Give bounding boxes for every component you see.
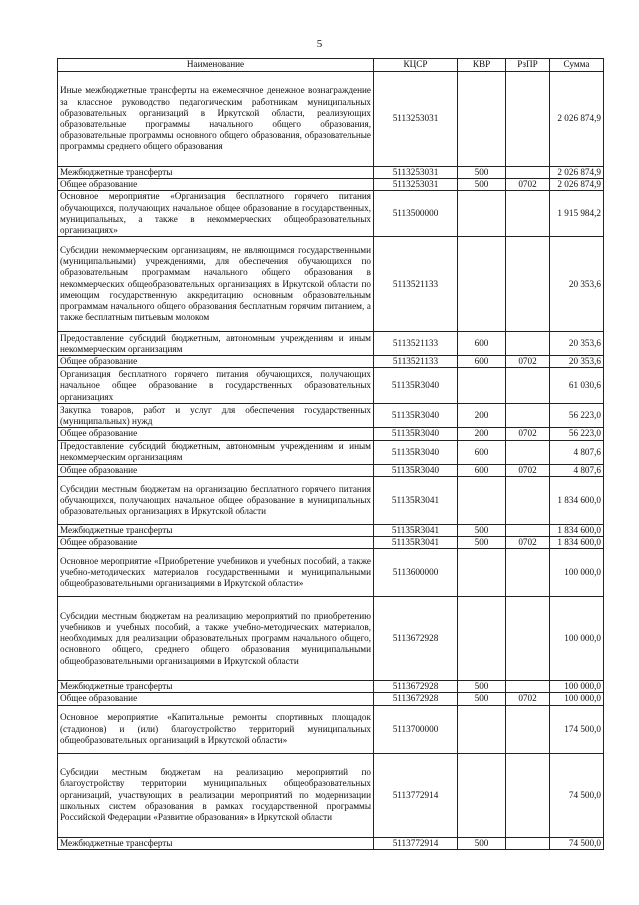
cell-kvr: 200 bbox=[458, 428, 506, 440]
cell-rzpr: 0702 bbox=[506, 693, 550, 705]
cell-kcsr: 5113253031 bbox=[374, 167, 458, 179]
cell-name: Общее образование bbox=[58, 356, 374, 368]
cell-kcsr: 51135R3041 bbox=[374, 476, 458, 524]
cell-kvr: 500 bbox=[458, 524, 506, 536]
cell-rzpr: 0702 bbox=[506, 179, 550, 191]
cell-rzpr bbox=[506, 368, 550, 404]
cell-sum: 56 223,0 bbox=[550, 404, 604, 428]
cell-name: Основное мероприятие «Капитальные ремонты спортивных площадок (стадионов) и (или) благоустройство территорий муниципальных общеобразовательных организаций в Иркутской области» bbox=[58, 705, 374, 753]
cell-name: Общее образование bbox=[58, 464, 374, 476]
table-row bbox=[58, 753, 604, 837]
cell-kcsr: 5113772914 bbox=[374, 837, 458, 849]
cell-sum: 100 000,0 bbox=[550, 693, 604, 705]
page-number: 5 bbox=[316, 38, 323, 50]
cell-name: Межбюджетные трансферты bbox=[58, 837, 374, 849]
cell-rzpr: 0702 bbox=[506, 537, 550, 549]
cell-kvr bbox=[458, 72, 506, 167]
cell-kvr bbox=[458, 549, 506, 597]
table-row bbox=[58, 705, 604, 753]
cell-rzpr: 0702 bbox=[506, 356, 550, 368]
cell-kvr: 200 bbox=[458, 404, 506, 428]
cell-kvr: 600 bbox=[458, 332, 506, 356]
cell-kcsr: 5113253031 bbox=[374, 72, 458, 167]
cell-sum: 174 500,0 bbox=[550, 705, 604, 753]
table-row bbox=[58, 681, 604, 693]
cell-kvr: 600 bbox=[458, 464, 506, 476]
cell-kvr: 500 bbox=[458, 693, 506, 705]
table-row bbox=[58, 167, 604, 179]
cell-rzpr bbox=[506, 837, 550, 849]
table-row bbox=[58, 237, 604, 332]
cell-kvr: 500 bbox=[458, 837, 506, 849]
cell-kcsr: 5113672928 bbox=[374, 693, 458, 705]
cell-kcsr: 5113700000 bbox=[374, 705, 458, 753]
cell-name: Межбюджетные трансферты bbox=[58, 681, 374, 693]
cell-sum: 100 000,0 bbox=[550, 681, 604, 693]
table-header-row bbox=[58, 59, 604, 72]
cell-rzpr bbox=[506, 476, 550, 524]
cell-sum: 20 353,6 bbox=[550, 237, 604, 332]
table-row bbox=[58, 368, 604, 404]
table-row bbox=[58, 404, 604, 428]
cell-sum: 100 000,0 bbox=[550, 597, 604, 681]
cell-rzpr bbox=[506, 167, 550, 179]
cell-name: Предоставление субсидий бюджетным, автономным учреждениям и иным некоммерческим организациям bbox=[58, 332, 374, 356]
cell-name: Межбюджетные трансферты bbox=[58, 524, 374, 536]
cell-kvr bbox=[458, 476, 506, 524]
cell-kcsr: 51135R3040 bbox=[374, 428, 458, 440]
table-row bbox=[58, 332, 604, 356]
cell-name: Предоставление субсидий бюджетным, автономным учреждениям и иным некоммерческим организациям bbox=[58, 440, 374, 464]
cell-kvr: 500 bbox=[458, 681, 506, 693]
cell-kvr bbox=[458, 368, 506, 404]
cell-kcsr: 5113772914 bbox=[374, 753, 458, 837]
cell-kcsr: 5113521133 bbox=[374, 237, 458, 332]
cell-kvr: 500 bbox=[458, 167, 506, 179]
cell-sum: 74 500,0 bbox=[550, 753, 604, 837]
cell-rzpr bbox=[506, 404, 550, 428]
cell-rzpr bbox=[506, 524, 550, 536]
cell-kcsr: 51135R3040 bbox=[374, 404, 458, 428]
table-row bbox=[58, 428, 604, 440]
cell-rzpr bbox=[506, 72, 550, 167]
cell-kcsr: 51135R3041 bbox=[374, 537, 458, 549]
cell-sum: 4 807,6 bbox=[550, 440, 604, 464]
table-row bbox=[58, 524, 604, 536]
header-name: Наименование bbox=[58, 59, 374, 72]
cell-name: Основное мероприятие «Приобретение учебников и учебных пособий, а также учебно-методических материалов государственными и муниципальными общеобразовательными организациями в Иркутской области» bbox=[58, 549, 374, 597]
cell-kcsr: 51135R3041 bbox=[374, 524, 458, 536]
table-row bbox=[58, 464, 604, 476]
cell-kcsr: 5113253031 bbox=[374, 179, 458, 191]
cell-name: Общее образование bbox=[58, 179, 374, 191]
cell-name: Общее образование bbox=[58, 693, 374, 705]
cell-kvr: 600 bbox=[458, 440, 506, 464]
header-kvr: КВР bbox=[458, 59, 506, 72]
cell-sum: 2 026 874,9 bbox=[550, 72, 604, 167]
table-row bbox=[58, 356, 604, 368]
cell-name: Общее образование bbox=[58, 428, 374, 440]
header-kcsr: КЦСР bbox=[374, 59, 458, 72]
table-row bbox=[58, 549, 604, 597]
table-row bbox=[58, 72, 604, 167]
cell-rzpr bbox=[506, 549, 550, 597]
cell-kvr bbox=[458, 597, 506, 681]
cell-sum: 1 834 600,0 bbox=[550, 476, 604, 524]
cell-kcsr: 51135R3040 bbox=[374, 464, 458, 476]
cell-sum: 2 026 874,9 bbox=[550, 167, 604, 179]
cell-rzpr bbox=[506, 681, 550, 693]
cell-kcsr: 5113600000 bbox=[374, 549, 458, 597]
cell-name: Субсидии местным бюджетам на организацию бесплатного горячего питания обучающихся, получающих начальное общее образование в муниципальных образовательных организациях в Иркутской области bbox=[58, 476, 374, 524]
cell-rzpr bbox=[506, 237, 550, 332]
cell-kvr bbox=[458, 191, 506, 237]
cell-kcsr: 51135R3040 bbox=[374, 440, 458, 464]
table-body bbox=[58, 72, 604, 850]
cell-rzpr bbox=[506, 597, 550, 681]
cell-name: Общее образование bbox=[58, 537, 374, 549]
cell-name: Субсидии некоммерческим организациям, не являющимся государственными (муниципальными) учреждениями, для обеспечения обучающихся по образовательным программам начального общего образования в некоммерческих общеобразовательных организациях в Иркутской области по имеющим государственную аккредитацию основным образовательным программам начального общего образования бесплатным горячим питанием, а также бесплатным питьевым молоком bbox=[58, 237, 374, 332]
table-row bbox=[58, 837, 604, 849]
cell-name: Субсидии местным бюджетам на реализацию мероприятий по благоустройству территории муниципальных общеобразовательных организаций, участвующих в реализации мероприятий по модернизации школьных систем образования в рамках государственной программы Российской Федерации «Развитие образования» в Иркутской области bbox=[58, 753, 374, 837]
cell-sum: 20 353,6 bbox=[550, 356, 604, 368]
cell-sum: 74 500,0 bbox=[550, 837, 604, 849]
table-row bbox=[58, 440, 604, 464]
cell-kcsr: 5113521133 bbox=[374, 332, 458, 356]
table-row bbox=[58, 191, 604, 237]
cell-kvr: 500 bbox=[458, 179, 506, 191]
cell-sum: 1 834 600,0 bbox=[550, 524, 604, 536]
cell-rzpr: 0702 bbox=[506, 464, 550, 476]
cell-name: Межбюджетные трансферты bbox=[58, 167, 374, 179]
header-rzpr: РзПР bbox=[506, 59, 550, 72]
cell-rzpr bbox=[506, 332, 550, 356]
cell-rzpr: 0702 bbox=[506, 428, 550, 440]
cell-rzpr bbox=[506, 753, 550, 837]
cell-name: Субсидии местным бюджетам на реализацию мероприятий по приобретению учебников и учебных пособий, а также учебно-методических материалов, необходимых для реализации образовательных программ начального общего, основного общего, среднего общего образования муниципальными общеобразовательными организациями в Иркутской области bbox=[58, 597, 374, 681]
cell-sum: 61 030,6 bbox=[550, 368, 604, 404]
cell-name: Закупка товаров, работ и услуг для обеспечения государственных (муниципальных) нужд bbox=[58, 404, 374, 428]
header-sum: Сумма bbox=[550, 59, 604, 72]
cell-sum: 20 353,6 bbox=[550, 332, 604, 356]
cell-kvr: 600 bbox=[458, 356, 506, 368]
table-row bbox=[58, 597, 604, 681]
cell-sum: 100 000,0 bbox=[550, 549, 604, 597]
cell-kvr bbox=[458, 705, 506, 753]
cell-kvr bbox=[458, 753, 506, 837]
cell-sum: 4 807,6 bbox=[550, 464, 604, 476]
cell-rzpr bbox=[506, 705, 550, 753]
cell-rzpr bbox=[506, 191, 550, 237]
cell-kcsr: 5113672928 bbox=[374, 681, 458, 693]
cell-kcsr: 51135R3040 bbox=[374, 368, 458, 404]
table-row bbox=[58, 693, 604, 705]
table-row bbox=[58, 179, 604, 191]
cell-kvr bbox=[458, 237, 506, 332]
budget-table bbox=[57, 58, 604, 850]
table-row bbox=[58, 537, 604, 549]
cell-kvr: 500 bbox=[458, 537, 506, 549]
cell-sum: 56 223,0 bbox=[550, 428, 604, 440]
cell-kcsr: 5113672928 bbox=[374, 597, 458, 681]
cell-kcsr: 5113500000 bbox=[374, 191, 458, 237]
table-row bbox=[58, 476, 604, 524]
cell-kcsr: 5113521133 bbox=[374, 356, 458, 368]
cell-sum: 2 026 874,9 bbox=[550, 179, 604, 191]
cell-rzpr bbox=[506, 440, 550, 464]
cell-sum: 1 834 600,0 bbox=[550, 537, 604, 549]
cell-name: Основное мероприятие «Организация бесплатного горячего питания обучающихся, получающих начальное общее образование в государственных, муниципальных, а также в некоммерческих общеобразовательных организациях» bbox=[58, 191, 374, 237]
cell-sum: 1 915 984,2 bbox=[550, 191, 604, 237]
cell-name: Иные межбюджетные трансферты на ежемесячное денежное вознаграждение за классное руководство педагогическим работникам муниципальных образовательных организаций в Иркутской области, реализующих образовательные программы начального общего образования, образовательные программы основного общего образования, образовательные программы среднего общего образования bbox=[58, 72, 374, 167]
cell-name: Организация бесплатного горячего питания обучающихся, получающих начальное общее образование в государственных образовательных организациях bbox=[58, 368, 374, 404]
